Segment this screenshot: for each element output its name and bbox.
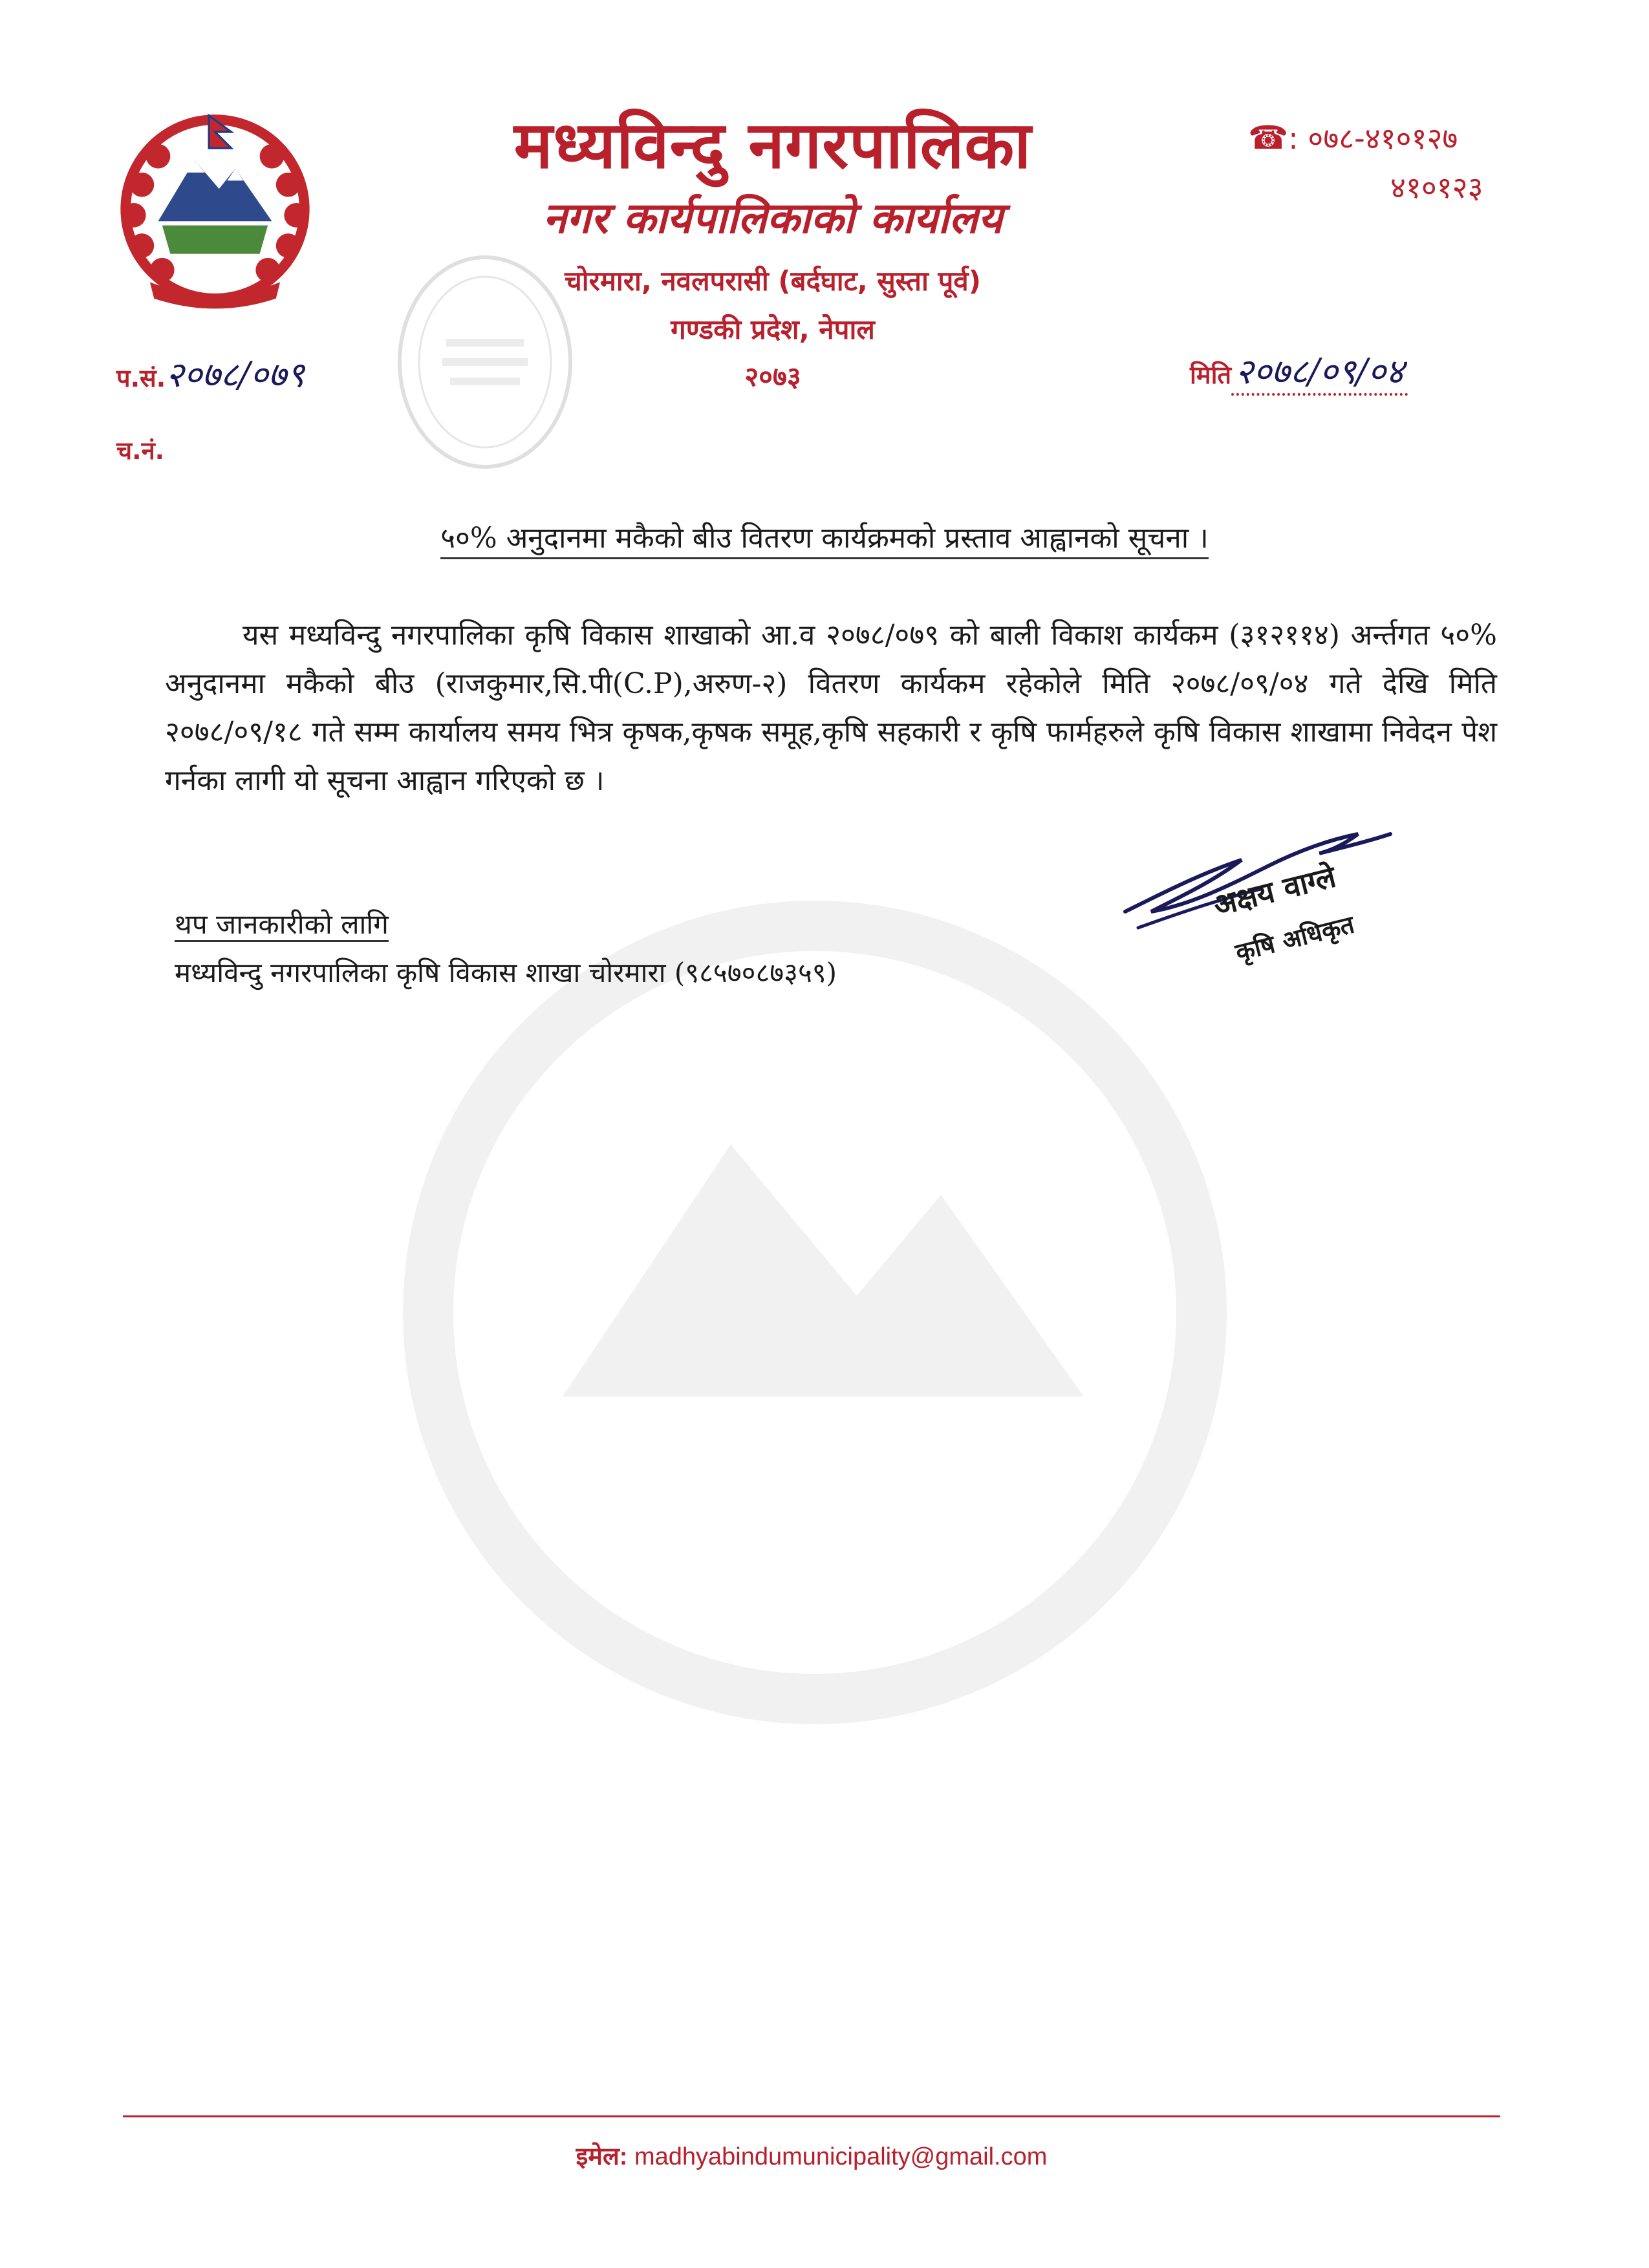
address-line-2: गण्डकी प्रदेश, नेपाल [671, 314, 875, 345]
telephone-icon: ☎ [1248, 119, 1289, 156]
established-year: २०७३ [744, 361, 801, 392]
email-label: इमेल: [576, 2143, 628, 2170]
municipality-title: मध्यविन्दु नगरपालिका [513, 107, 1032, 183]
phone-block [1248, 118, 1458, 158]
notice-body: यस मध्यविन्दु नगरपालिका कृषि विकास शाखाको आ.व २०७८/०७९ को बाली विकाश कार्यकम (३१२११४) अर्न्तगत ५०% अनुदानमा मकैको बीउ (राजकुमार,सि.पी(C.P),अरुण-२) वितरण कार्यकम रहेकोले मिति २०७८/०९/०४ गते देखि मिति २०७८/०९/१८ गते सम्म कार्यालय समय भित्र कृषक,कृषक समूह,कृषि सहकारी र कृषि फार्महरुले कृषि विकास शाखामा निवेदन पेश गर्नका लागी यो सूचना आह्वान गरिएको छ । [165, 619, 1497, 797]
office-subtitle: नगर कार्यपालिकाको कार्यालय [543, 193, 1003, 243]
address-line-1: चोरमारा, नवलपरासी (बर्दघाट, सुस्ता पूर्व) [565, 265, 981, 297]
watermark-emblem [362, 892, 1267, 1733]
dispatch-number-label: च.नं. [116, 436, 165, 465]
signatory-name: अक्षय वाग्ले [1210, 859, 1339, 923]
contact-line: मध्यविन्दु नगरपालिका कृषि विकास शाखा चोरमारा (९८५७०८७३५९) [175, 957, 837, 989]
footer-divider [123, 2115, 1500, 2117]
date-field: मिति २०७८/०९/०४ [1190, 346, 1408, 394]
phone-number-1: : ०७८-४१०१२७ [1288, 121, 1458, 156]
phone-number-2: ४१०१२३ [1390, 170, 1483, 205]
nepal-emblem [113, 103, 317, 317]
email-address: madhyabindumunicipality@gmail.com [634, 2143, 1048, 2170]
reference-number: प.सं.२०७८/०७९ [116, 354, 305, 395]
notice-subject: ५०% अनुदानमा मकैको बीउ वितरण कार्यक्रमको प्रस्ताव आह्वानको सूचना । [129, 517, 1520, 556]
signatory-title: कृषि अधिकृत [1233, 910, 1357, 967]
footer-email [123, 2139, 1500, 2172]
contact-label: थप जानकारीको लागि [175, 905, 389, 942]
